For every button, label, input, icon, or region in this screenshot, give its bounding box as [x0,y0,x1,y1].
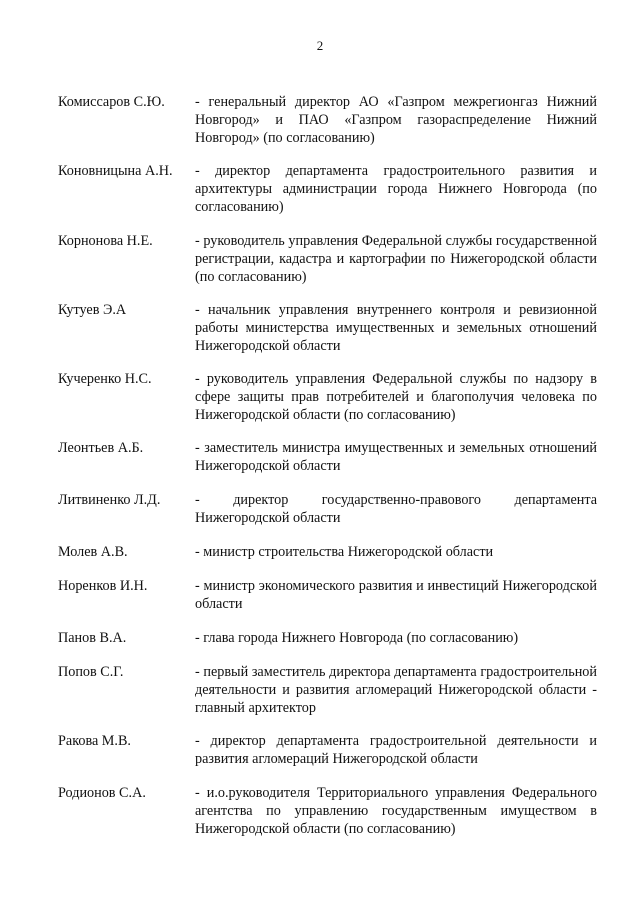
member-position: - генеральный директор АО «Газпром межрегионгаз Нижний Новгород» и ПАО «Газпром газораспределение Нижний Новгород» (по согласованию) [195,94,597,146]
member-name: Панов В.А. [58,630,127,646]
page-number: 2 [316,38,324,53]
member-name: Попов С.Г. [58,664,124,680]
member-name: Родионов С.А. [58,785,146,801]
member-position: - начальник управления внутреннего контроля и ревизионной работы министерства имущественных и земельных отношений Нижегородской области [195,302,597,354]
member-position: - директор государственно-правового департамента Нижегородской области [195,492,597,526]
member-name: Кучеренко Н.С. [58,371,152,387]
member-position: - директор департамента градостроительного развития и архитектуры администрации города Нижнего Новгорода (по согласованию) [195,163,597,215]
member-name: Коновницына А.Н. [58,163,173,179]
member-position: - руководитель управления Федеральной службы государственной регистрации, кадастра и картографии по Нижегородской области (по согласованию) [195,233,597,285]
member-position: - руководитель управления Федеральной службы по надзору в сфере защиты прав потребителей и благополучия человека по Нижегородской области (по согласованию) [195,371,597,423]
member-position: - и.о.руководителя Территориального управления Федерального агентства по управлению государственным имуществом в Нижегородской области (по согласованию) [195,785,597,837]
member-name: Леонтьев А.Б. [58,440,144,456]
member-name: Ракова М.В. [58,733,131,749]
member-name: Кутуев Э.А [58,302,127,318]
member-position: - министр экономического развития и инвестиций Нижегородской области [195,578,597,612]
member-position: - заместитель министра имущественных и земельных отношений Нижегородской области [195,440,597,474]
member-name: Норенков И.Н. [58,578,148,594]
member-position: - глава города Нижнего Новгорода (по согласованию) [195,630,519,646]
member-name: Комиссаров С.Ю. [58,94,165,110]
member-position: - директор департамента градостроительной деятельности и развития агломераций Нижегородской области [195,733,597,767]
member-name: Литвиненко Л.Д. [58,492,161,508]
member-position: - первый заместитель директора департамента градостроительной деятельности и развития агломераций Нижегородской области - главный архитектор [195,664,597,716]
member-position: - министр строительства Нижегородской области [195,544,494,560]
member-name: Молев А.В. [58,544,128,560]
member-name: Корнонова Н.Е. [58,233,153,249]
